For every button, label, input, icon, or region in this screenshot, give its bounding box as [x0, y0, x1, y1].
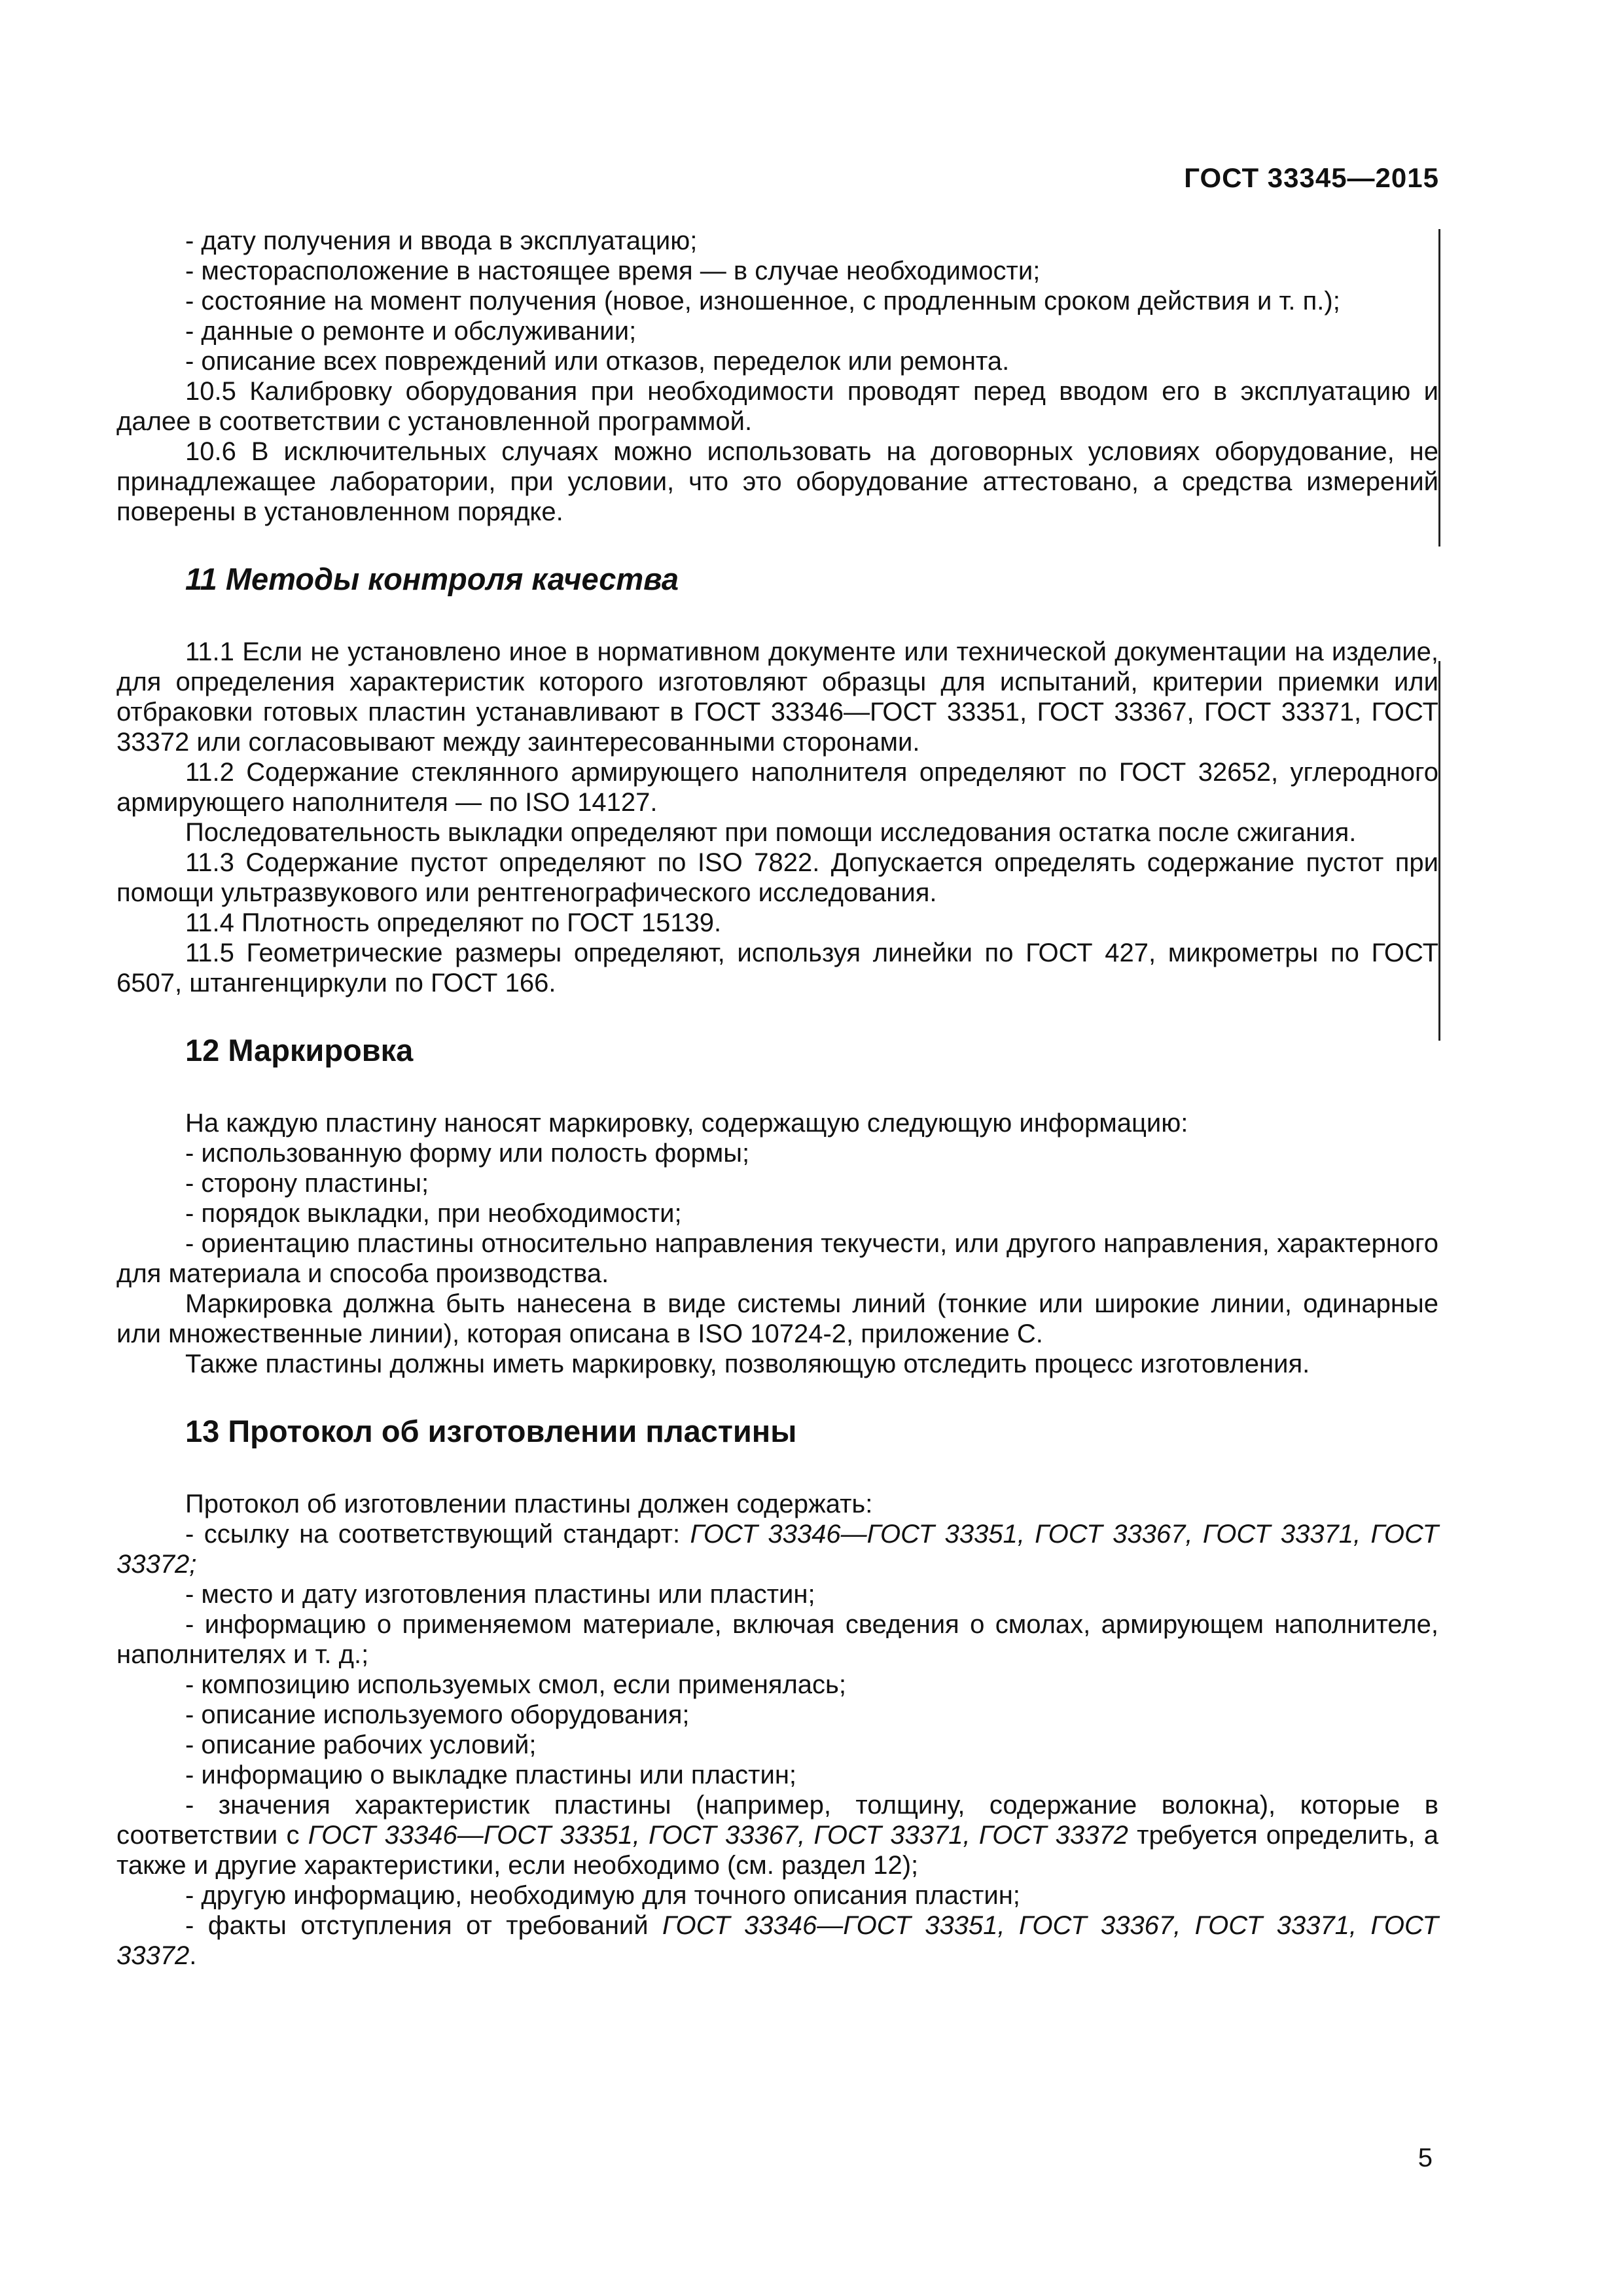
list-item: - данные о ремонте и обслуживании;: [185, 317, 637, 346]
section-11-title: 11 Методы контроля качества: [185, 562, 679, 596]
paragraph-11-2: 11.2 Содержание стеклянного армирующего наполнителя определяют по ГОСТ 32652, углеродного армирующего наполнителя — по ISO 14127.: [116, 758, 1438, 817]
paragraph-11-3: 11.3 Содержание пустот определяют по ISO 7822. Допускается определять содержание пустот при помощи ультразвукового или рентгенографического исследования.: [116, 848, 1438, 907]
change-bar: [1438, 661, 1440, 1041]
paragraph-11-4: 11.4 Плотность определяют по ГОСТ 15139.: [185, 908, 722, 937]
values-standards: ГОСТ 33346—ГОСТ 33351, ГОСТ 33367, ГОСТ 33371, ГОСТ 33372: [308, 1821, 1128, 1850]
paragraph-11-5: 11.5 Геометрические размеры определяют, используя линейки по ГОСТ 427, микрометры по ГОСТ 6507, штангенциркули по ГОСТ 166.: [116, 939, 1438, 997]
document-body: [116, 226, 1438, 1971]
document-header: ГОСТ 33345—2015: [1184, 162, 1439, 193]
list-item: - месторасположение в настоящее время — в случае необходимости;: [185, 257, 1041, 285]
paragraph-12-trace: Также пластины должны иметь маркировку, позволяющую отследить процесс изготовления.: [185, 1350, 1310, 1378]
list-item: - описание используемого оборудования;: [185, 1700, 690, 1729]
facts-standards: ГОСТ 33346—ГОСТ 33351, ГОСТ 33367, ГОСТ 33371, ГОСТ 33372: [116, 1911, 1438, 1970]
facts-prefix: - факты отступления от требований: [185, 1911, 663, 1940]
facts-suffix: .: [189, 1941, 197, 1970]
list-item: - сторону пластины;: [185, 1169, 429, 1198]
paragraph-13-intro: Протокол об изготовлении пластины должен содержать:: [185, 1490, 873, 1518]
list-item: - использованную форму или полость формы;: [185, 1139, 750, 1168]
list-item: - композицию используемых смол, если применялась;: [185, 1670, 846, 1699]
paragraph-11-2-continued: Последовательность выкладки определяют при помощи исследования остатка после сжигания.: [185, 818, 1357, 847]
list-item-standard-ref: [116, 1519, 1438, 1579]
list-item: - место и дату изготовления пластины или пластин;: [185, 1580, 815, 1609]
ref-standards: ГОСТ 33346—ГОСТ 33351, ГОСТ 33367, ГОСТ 33371, ГОСТ 33372;: [116, 1520, 1438, 1579]
paragraph-10-5: 10.5 Калибровку оборудования при необходимости проводят перед вводом его в эксплуатацию и далее в соответствии с установленной программой.: [116, 377, 1438, 436]
paragraph-10-6: 10.6 В исключительных случаях можно использовать на договорных условиях оборудование, не принадлежащее лаборатории, при условии, что это оборудование аттестовано, а средства измерений поверены в установленном порядке.: [116, 437, 1438, 526]
list-item-deviations: [116, 1910, 1438, 1971]
change-bar: [1438, 229, 1440, 547]
list-item: - информацию о выкладке пластины или пластин;: [185, 1761, 797, 1789]
paragraph-12-intro: На каждую пластину наносят маркировку, содержащую следующую информацию:: [185, 1109, 1188, 1138]
paragraph-11-1: 11.1 Если не установлено иное в нормативном документе или технической документации на изделие, для определения характеристик которого изготовляют образцы для испытаний, критерии приемки или отбраковки готовых пластин устанавливают в ГОСТ 33346—ГОСТ 33351, ГОСТ 33367, ГОСТ 33371, ГОСТ 33372 или согласовывают между заинтересованными сторонами.: [116, 637, 1438, 757]
list-item: - дату получения и ввода в эксплуатацию;: [185, 226, 698, 255]
list-item: - порядок выкладки, при необходимости;: [185, 1199, 682, 1228]
ref-prefix: - ссылку на соответствующий стандарт:: [185, 1520, 690, 1549]
values-suffix: требуется определить, а также и другие характеристики, если необходимо (см. раздел 12);: [116, 1821, 1439, 1880]
list-item: - ориентацию пластины относительно направления текучести, или другого направления, характерного для материала и способа производства.: [116, 1229, 1438, 1288]
list-item: - состояние на момент получения (новое, изношенное, с продленным сроком действия и т. п.);: [185, 287, 1340, 315]
page-number: 5: [1418, 2144, 1433, 2172]
section-12-title: 12 Маркировка: [185, 1033, 414, 1067]
paragraph-12-lines: Маркировка должна быть нанесена в виде системы линий (тонкие или широкие линии, одинарные или множественные линии), которая описана в ISO 10724-2, приложение С.: [116, 1289, 1438, 1348]
section-13-title: 13 Протокол об изготовлении пластины: [185, 1414, 797, 1448]
list-item: - описание всех повреждений или отказов, переделок или ремонта.: [185, 347, 1010, 376]
list-item: - другую информацию, необходимую для точного описания пластин;: [185, 1881, 1020, 1910]
list-item: - описание рабочих условий;: [185, 1731, 537, 1759]
values-prefix: - значения характеристик пластины (например, толщину, содержание волокна), которые в соответствии с: [116, 1791, 1438, 1850]
list-item-values: [116, 1790, 1438, 1880]
list-item: - информацию о применяемом материале, включая сведения о смолах, армирующем наполнителе, наполнителях и т. д.;: [116, 1610, 1438, 1669]
